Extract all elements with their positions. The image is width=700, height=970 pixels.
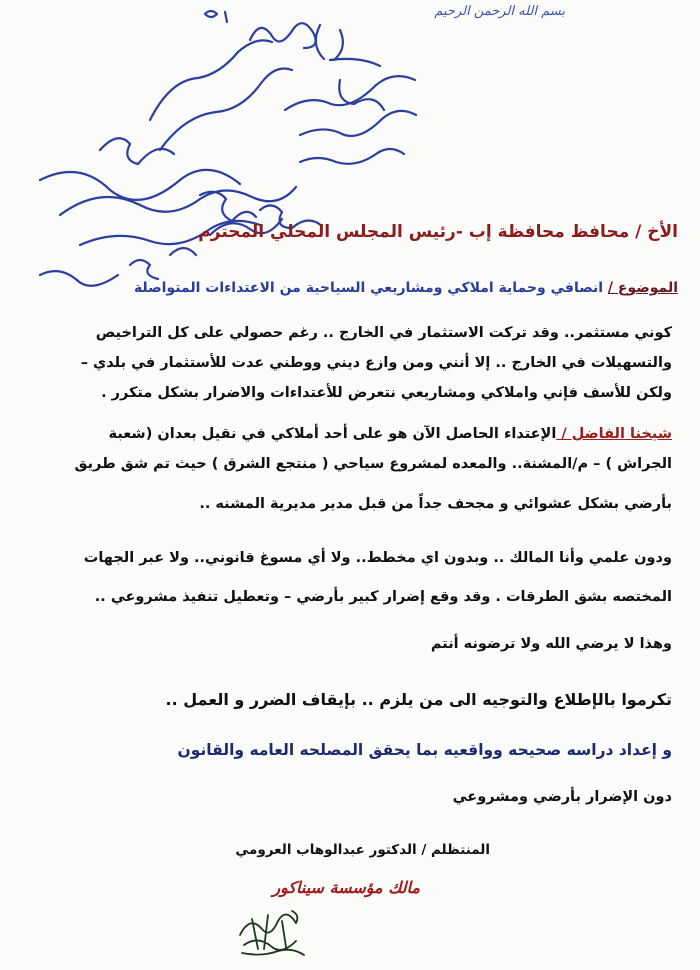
body-line-7: ودون علمي وأنا المالك .. وبدون اي مخطط.. ولا أي مسوغ قانوني.. ولا عبر الجهات xyxy=(83,550,672,566)
subject-label: الموضوع / xyxy=(607,280,678,296)
body-line-4 xyxy=(109,426,672,442)
body-line-4-text: الإعتداء الحاصل الآن هو على أحد أملاكي في نقيل بعدان (شعبة xyxy=(108,426,557,442)
body-line-1: كوني مستثمر.. وقد تركت الاستثمار في الخارج .. رغم حصولي على كل التراخيص xyxy=(95,325,672,341)
body-line-8: المختصه بشق الطرقات . وقد وقع إضرار كبير بأرضي – وتعطيل تنفيذ مشروعي .. xyxy=(94,589,672,605)
request-line-2: و إعداد دراسه صحيحه وواقعيه بما يحقق المصلحه العامه والقانون xyxy=(177,741,672,759)
body-line-5: الجراش ) – م/المشنة.. والمعده لمشروع سياحي ( منتجع الشرق ) حيث تم شق طريق xyxy=(74,456,672,472)
body-line-6: بأرضي بشكل عشوائي و مجحف جداً من قبل مدير مديرية المشنه .. xyxy=(199,496,672,512)
body-line-2: والتسهيلات في الخارج .. إلا أنني ومن وازع ديني ووطني عدت للأستثمار في بلدي – xyxy=(80,355,672,371)
body-line-3: ولكن للأسف فإني واملاكي ومشاريعي نتعرض للأعتداءات والاضرار بشكل متكرر . xyxy=(101,385,672,401)
request-line-1: تكرموا بالإطلاع والتوجيه الى من يلزم .. بإيقاف الضرر و العمل .. xyxy=(165,690,672,709)
owner-line: مالك مؤسسة سيناكور xyxy=(272,878,420,897)
subject-line xyxy=(134,280,678,296)
signature xyxy=(232,905,312,961)
addressee-line: الأخ / محافظ محافظة إب -رئيس المجلس المحلي المحترم xyxy=(198,222,678,242)
basmala: بسم الله الرحمن الرحيم xyxy=(434,4,565,19)
sender-line: المنتظلم / الدكتور عبدالوهاب العرومي xyxy=(235,842,490,858)
request-line-3: دون الإضرار بأرضي ومشروعي xyxy=(452,789,672,805)
body-line-9: وهذا لا يرضي الله ولا ترضونه أنتم xyxy=(430,636,672,652)
sheikh-label: شيخنا الفاضل / xyxy=(556,426,672,442)
subject-text: انصافي وحماية املاكي ومشاريعي السياحية من الاعتداءات المتواصلة xyxy=(133,280,608,296)
